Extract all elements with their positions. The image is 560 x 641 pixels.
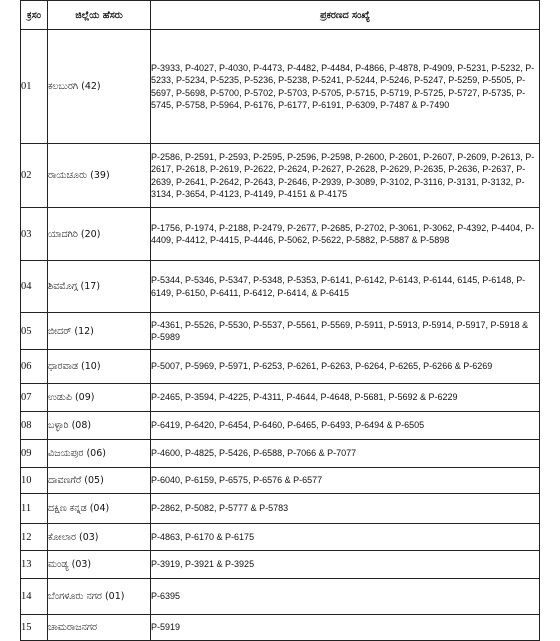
row-district: ಧಾರವಾಡ (10) bbox=[48, 350, 151, 384]
row-cases: P-1756, P-1974, P-2188, P-2479, P-2677, P-2685, P-2702, P-3061, P-3062, P-4392, P-4404, P-4409, P-4412, P-4415, P-4446, P-5062, P-5622, P-5882, P-5887 & P-5898 bbox=[151, 208, 540, 261]
row-cases: P-4361, P-5526, P-5530, P-5537, P-5561, P-5569, P-5911, P-5913, P-5914, P-5917, P-5918 & P-5989 bbox=[151, 313, 540, 350]
row-cases: P-2465, P-3594, P-4225, P-4311, P-4644, P-4648, P-5681, P-5692 & P-6229 bbox=[151, 384, 540, 412]
row-cases: P-2586, P-2591, P-2593, P-2595, P-2596, P-2598, P-2600, P-2601, P-2607, P-2609, P-2613, P-2617, P-2618, P-2619, P-2622, P-2624, P-2627, P-2628, P-2629, P-2635, P-2636, P-2637, P-2639, P-2641, P-2642, P-2643, P-2646, P-2939, P-3089, P-3102, P-3116, P-3131, P-3132, P-3134, P-3654, P-4123, P-4149, P-4151 & P-4175 bbox=[151, 144, 540, 208]
row-sno: 03 bbox=[21, 208, 48, 261]
header-cases: ಪ್ರಕರಣದ ಸಂಖ್ಯೆ bbox=[151, 1, 540, 30]
table-row bbox=[21, 30, 540, 144]
row-sno: 02 bbox=[21, 144, 48, 208]
table-row bbox=[21, 551, 540, 579]
row-district: ಶಿವಮೊಗ್ಗ (17) bbox=[48, 261, 151, 313]
case-table bbox=[20, 0, 540, 641]
row-district: ದಕ್ಷಿಣ ಕನ್ನಡ (04) bbox=[48, 494, 151, 524]
table-row bbox=[21, 615, 540, 641]
table-row bbox=[21, 261, 540, 313]
table-row bbox=[21, 440, 540, 468]
row-cases: P-4863, P-6170 & P-6175 bbox=[151, 524, 540, 551]
row-district: ಮಂಡ್ಯ (03) bbox=[48, 551, 151, 579]
row-district: ಉಡುಪಿ (09) bbox=[48, 384, 151, 412]
row-cases: P-4600, P-4825, P-5426, P-6588, P-7066 & P-7077 bbox=[151, 440, 540, 468]
row-sno: 14 bbox=[21, 579, 48, 615]
row-district: ಬಳ್ಳಾರಿ (08) bbox=[48, 412, 151, 440]
table-row bbox=[21, 494, 540, 524]
row-sno: 13 bbox=[21, 551, 48, 579]
row-sno: 10 bbox=[21, 468, 48, 494]
row-cases: P-5344, P-5346, P-5347, P-5348, P-5353, P-6141, P-6142, P-6143, P-6144, 6145, P-6148, P-6149, P-6150, P-6411, P-6412, P-6414, & P-6415 bbox=[151, 261, 540, 313]
header-row bbox=[21, 1, 540, 30]
row-sno: 04 bbox=[21, 261, 48, 313]
table-row bbox=[21, 144, 540, 208]
row-district: ದಾವಣಗೆರೆ (05) bbox=[48, 468, 151, 494]
row-district: ಚಾಮರಾಜನಗರ bbox=[48, 615, 151, 641]
row-cases: P-6419, P-6420, P-6454, P-6460, P-6465, P-6493, P-6494 & P-6505 bbox=[151, 412, 540, 440]
table-row bbox=[21, 313, 540, 350]
table-row bbox=[21, 384, 540, 412]
row-cases: P-3933, P-4027, P-4030, P-4473, P-4482, P-4484, P-4866, P-4878, P-4909, P-5231, P-5232, P-5233, P-5234, P-5235, P-5236, P-5238, P-5241, P-5244, P-5246, P-5247, P-5259, P-5505, P-5697, P-5698, P-5700, P-5702, P-5703, P-5705, P-5715, P-5719, P-5725, P-5727, P-5735, P-5745, P-5758, P-5964, P-6176, P-6177, P-6191, P-6309, P-7487 & P-7490 bbox=[151, 30, 540, 144]
table-row bbox=[21, 412, 540, 440]
row-cases: P-3919, P-3921 & P-3925 bbox=[151, 551, 540, 579]
header-sno: ಕ್ರಸಂ bbox=[21, 1, 48, 30]
table-row bbox=[21, 350, 540, 384]
row-district: ಯಾದಗಿರಿ (20) bbox=[48, 208, 151, 261]
table-row bbox=[21, 524, 540, 551]
row-sno: 09 bbox=[21, 440, 48, 468]
row-district: ರಾಯಚೂರು (39) bbox=[48, 144, 151, 208]
row-sno: 07 bbox=[21, 384, 48, 412]
row-sno: 06 bbox=[21, 350, 48, 384]
row-cases: P-5919 bbox=[151, 615, 540, 641]
row-cases: P-6040, P-6159, P-6575, P-6576 & P-6577 bbox=[151, 468, 540, 494]
row-sno: 01 bbox=[21, 30, 48, 144]
row-district: ಬೆಂಗಳೂರು ನಗರ (01) bbox=[48, 579, 151, 615]
row-cases: P-6395 bbox=[151, 579, 540, 615]
table-row bbox=[21, 579, 540, 615]
row-sno: 15 bbox=[21, 615, 48, 641]
row-sno: 11 bbox=[21, 494, 48, 524]
header-district: ಜಿಲ್ಲೆಯ ಹೆಸರು bbox=[48, 1, 151, 30]
row-district: ಕಲಬುರಗಿ (42) bbox=[48, 30, 151, 144]
row-sno: 12 bbox=[21, 524, 48, 551]
row-sno: 05 bbox=[21, 313, 48, 350]
row-district: ವಿಜಯಪುರ (06) bbox=[48, 440, 151, 468]
row-district: ಕೋಲಾರ (03) bbox=[48, 524, 151, 551]
table-row bbox=[21, 468, 540, 494]
row-district: ಬೀದರ್ (12) bbox=[48, 313, 151, 350]
row-cases: P-2862, P-5082, P-5777 & P-5783 bbox=[151, 494, 540, 524]
row-sno: 08 bbox=[21, 412, 48, 440]
table-row bbox=[21, 208, 540, 261]
row-cases: P-5007, P-5969, P-5971, P-6253, P-6261, P-6263, P-6264, P-6265, P-6266 & P-6269 bbox=[151, 350, 540, 384]
